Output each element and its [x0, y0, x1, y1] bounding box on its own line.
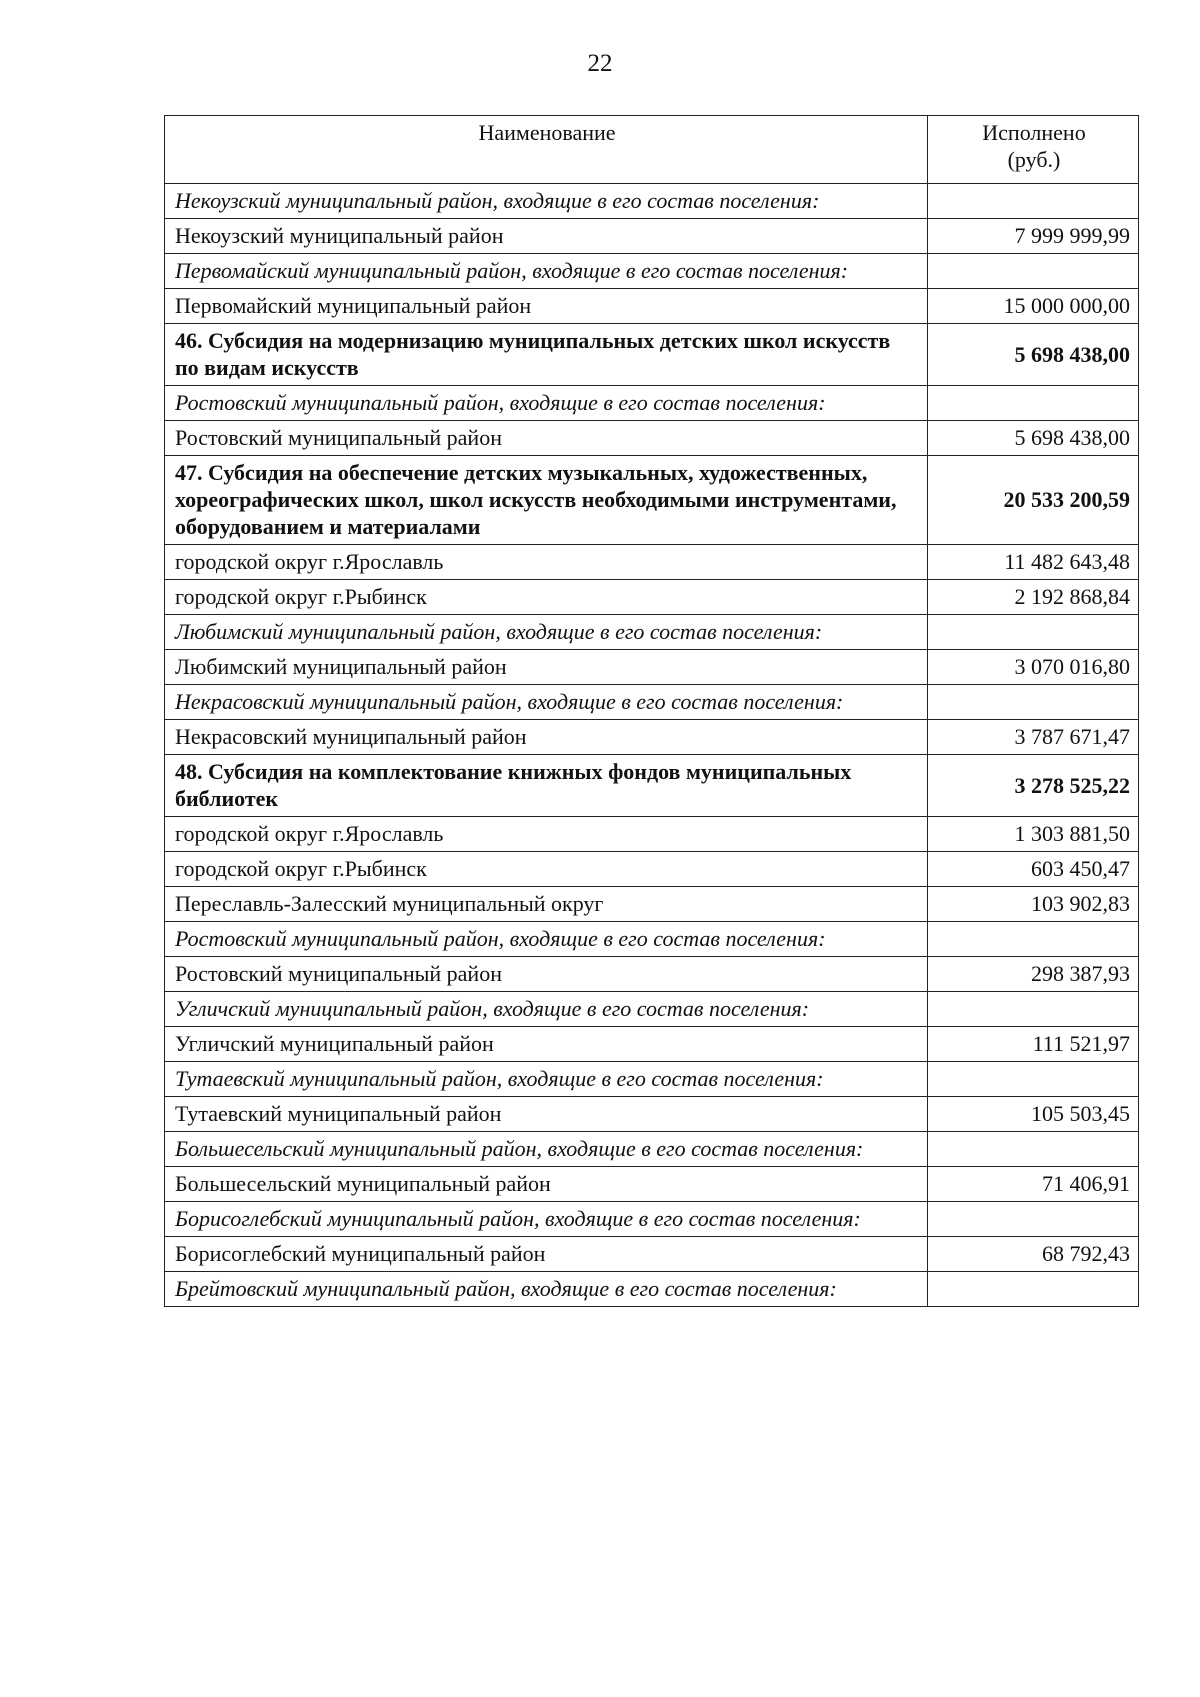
row-amount: 20 533 200,59: [928, 456, 1139, 545]
row-amount: 111 521,97: [928, 1027, 1139, 1062]
row-amount: [928, 184, 1139, 219]
subheader-row: [165, 992, 1139, 1027]
column-header-amount-line1: Исполнено: [982, 120, 1086, 145]
row-name: городской округ г.Ярославль: [165, 545, 928, 580]
table-row: [165, 421, 1139, 456]
page-number: 22: [587, 50, 613, 77]
table-row: [165, 650, 1139, 685]
subheader-row: [165, 184, 1139, 219]
row-amount: 5 698 438,00: [928, 421, 1139, 456]
table-row: [165, 580, 1139, 615]
table-row: [165, 1237, 1139, 1272]
table-row: [165, 289, 1139, 324]
table-header-row: [165, 116, 1139, 184]
table-row: [165, 817, 1139, 852]
table-row: [165, 1167, 1139, 1202]
row-name: городской округ г.Ярославль: [165, 817, 928, 852]
row-name: Ростовский муниципальный район: [165, 957, 928, 992]
subheader-row: [165, 386, 1139, 421]
row-amount: [928, 992, 1139, 1027]
subheader-row: [165, 1202, 1139, 1237]
column-header-amount-line2: (руб.): [1007, 147, 1061, 172]
section-row: [165, 456, 1139, 545]
row-name: Большесельский муниципальный район: [165, 1167, 928, 1202]
row-amount: [928, 1132, 1139, 1167]
row-amount: 3 278 525,22: [928, 755, 1139, 817]
section-row: [165, 324, 1139, 386]
row-amount: 103 902,83: [928, 887, 1139, 922]
row-name: Брейтовский муниципальный район, входящие в его состав поселения:: [165, 1272, 928, 1307]
row-name: 46. Субсидия на модернизацию муниципальных детских школ искусств по видам искусств: [165, 324, 928, 386]
row-name: Тутаевский муниципальный район: [165, 1097, 928, 1132]
section-row: [165, 755, 1139, 817]
row-name: Некоузский муниципальный район, входящие в его состав поселения:: [165, 184, 928, 219]
row-amount: 3 070 016,80: [928, 650, 1139, 685]
subheader-row: [165, 685, 1139, 720]
row-name: Некрасовский муниципальный район: [165, 720, 928, 755]
table-row: [165, 887, 1139, 922]
subheader-row: [165, 615, 1139, 650]
row-name: Любимский муниципальный район, входящие в его состав поселения:: [165, 615, 928, 650]
row-amount: [928, 254, 1139, 289]
row-name: Переславль-Залесский муниципальный округ: [165, 887, 928, 922]
row-name: Борисоглебский муниципальный район: [165, 1237, 928, 1272]
row-amount: 603 450,47: [928, 852, 1139, 887]
table-row: [165, 720, 1139, 755]
row-name: Ростовский муниципальный район, входящие в его состав поселения:: [165, 386, 928, 421]
row-name: Ростовский муниципальный район: [165, 421, 928, 456]
row-amount: [928, 386, 1139, 421]
row-amount: 105 503,45: [928, 1097, 1139, 1132]
row-amount: 5 698 438,00: [928, 324, 1139, 386]
row-name: Некоузский муниципальный район: [165, 219, 928, 254]
row-amount: 298 387,93: [928, 957, 1139, 992]
row-amount: 2 192 868,84: [928, 580, 1139, 615]
row-name: Первомайский муниципальный район, входящие в его состав поселения:: [165, 254, 928, 289]
row-amount: [928, 1272, 1139, 1307]
row-name: Некрасовский муниципальный район, входящие в его состав поселения:: [165, 685, 928, 720]
row-name: Первомайский муниципальный район: [165, 289, 928, 324]
row-amount: 71 406,91: [928, 1167, 1139, 1202]
row-amount: [928, 615, 1139, 650]
row-amount: [928, 1062, 1139, 1097]
subheader-row: [165, 1132, 1139, 1167]
row-amount: 7 999 999,99: [928, 219, 1139, 254]
subheader-row: [165, 922, 1139, 957]
row-name: Угличский муниципальный район, входящие в его состав поселения:: [165, 992, 928, 1027]
row-name: Любимский муниципальный район: [165, 650, 928, 685]
subheader-row: [165, 1272, 1139, 1307]
table-row: [165, 545, 1139, 580]
row-name: Тутаевский муниципальный район, входящие в его состав поселения:: [165, 1062, 928, 1097]
row-amount: 11 482 643,48: [928, 545, 1139, 580]
row-name: Ростовский муниципальный район, входящие в его состав поселения:: [165, 922, 928, 957]
row-name: 47. Субсидия на обеспечение детских музыкальных, художественных, хореографических школ, школ искусств необходимыми инструментами, оборудованием и материалами: [165, 456, 928, 545]
row-name: Борисоглебский муниципальный район, входящие в его состав поселения:: [165, 1202, 928, 1237]
table-row: [165, 219, 1139, 254]
row-name: 48. Субсидия на комплектование книжных фондов муниципальных библиотек: [165, 755, 928, 817]
table-row: [165, 852, 1139, 887]
row-name: Большесельский муниципальный район, входящие в его состав поселения:: [165, 1132, 928, 1167]
row-amount: 3 787 671,47: [928, 720, 1139, 755]
row-amount: [928, 922, 1139, 957]
table-body: [165, 184, 1139, 1307]
row-name: Угличский муниципальный район: [165, 1027, 928, 1062]
row-amount: 1 303 881,50: [928, 817, 1139, 852]
row-amount: 68 792,43: [928, 1237, 1139, 1272]
row-amount: 15 000 000,00: [928, 289, 1139, 324]
row-name: городской округ г.Рыбинск: [165, 852, 928, 887]
table-row: [165, 1027, 1139, 1062]
row-name: городской округ г.Рыбинск: [165, 580, 928, 615]
subheader-row: [165, 254, 1139, 289]
table-row: [165, 957, 1139, 992]
row-amount: [928, 685, 1139, 720]
row-amount: [928, 1202, 1139, 1237]
column-header-amount: [928, 116, 1139, 184]
table-row: [165, 1097, 1139, 1132]
column-header-name: Наименование: [165, 116, 928, 184]
subheader-row: [165, 1062, 1139, 1097]
budget-table: [164, 115, 1139, 1307]
